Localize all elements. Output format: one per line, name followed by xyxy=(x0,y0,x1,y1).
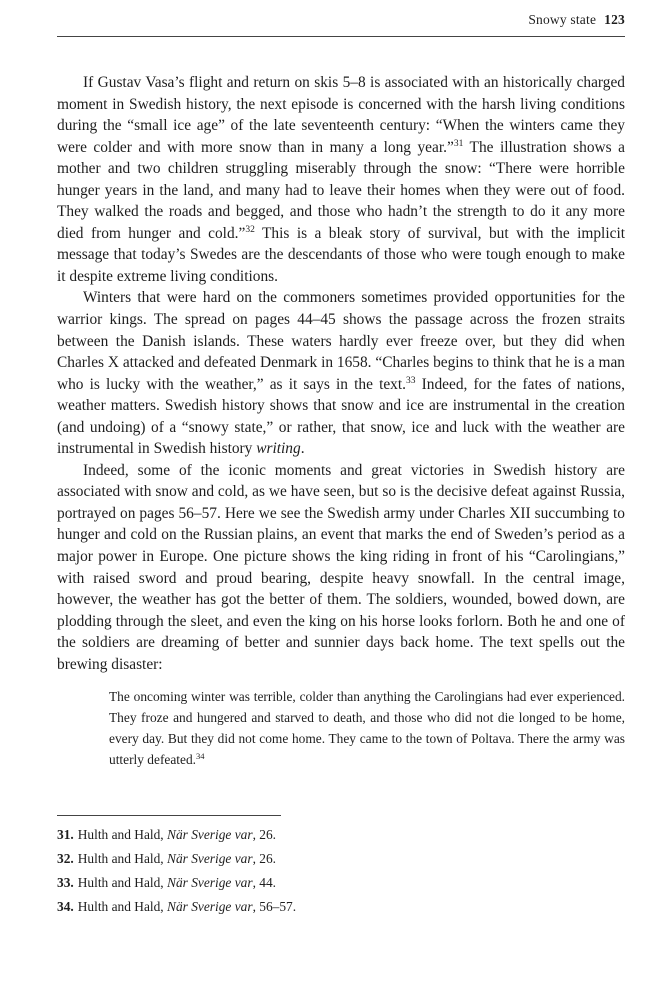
footnote-ref-32: 32 xyxy=(245,224,255,235)
footnote-title: När Sverige var xyxy=(167,851,253,866)
header-rule xyxy=(57,36,625,37)
footnote-pages: , 26. xyxy=(252,827,276,842)
footnote-authors: Hulth and Hald, xyxy=(77,827,168,842)
footnotes xyxy=(57,823,625,919)
footnote-title: När Sverige var xyxy=(167,875,253,890)
block-quote xyxy=(109,686,625,770)
paragraph-2-text-c: . xyxy=(300,440,305,458)
paragraph-3: Indeed, some of the iconic moments and great victories in Swedish history are associated with snow and cold, as we have seen, but so is the decisive defeat against Russia, portrayed on pages 56–57. Here we see the Swedish army under Charles XII succumbing to hunger and cold on the Russian plains, an event that marks the end of Sweden’s period as a major power in Europe. One picture shows the king riding in front of his “Carolingians,” with raised sword and proud bearing, despite heavy snowfall. In the central image, however, the weather has got the better of them. The soldiers, wounded, bowed down, are plodding through the sleet, and even the king on his horse looks forlorn. Both he and one of the soldiers are dreaming of better and sunnier days back home. The text spells out the brewing disaster: xyxy=(57,461,625,673)
footnote-number: 33. xyxy=(57,875,74,890)
running-head xyxy=(57,12,625,36)
paragraph-1-text-a: If Gustav Vasa’s flight and return on skis 5–8 is associated with an historically charged moment in Swedish history, the next episode is concerned with the harsh living conditions during the “small ice age” of the late seventeenth century: “When the winters came they were colder and with more snow than in many a long year.” xyxy=(57,74,625,156)
footnote-pages: , 26. xyxy=(252,851,276,866)
running-title: Snowy state xyxy=(528,12,597,27)
footnote-pages: , 56–57. xyxy=(252,899,297,914)
paragraph-2-text-b: Indeed, for the fates of nations, weather matters. Swedish history shows that snow and ice are instrumental in the creation (and undoing) of a “snowy state,” or rather, that snow, ice and luck with the weather are instrumental in Swedish history xyxy=(57,375,625,458)
footnote-34 xyxy=(57,895,625,919)
footnote-number: 34. xyxy=(57,899,74,914)
footnote-ref-33: 33 xyxy=(406,375,416,386)
footnote-33 xyxy=(57,871,625,895)
footnote-ref-34: 34 xyxy=(196,751,205,762)
footnote-number: 31. xyxy=(57,827,74,842)
paragraph-1 xyxy=(57,72,625,287)
footnote-ref-31: 31 xyxy=(453,138,464,149)
footnote-authors: Hulth and Hald, xyxy=(77,899,168,914)
block-quote-text: The oncoming winter was terrible, colder than anything the Carolingians had ever experienced. They froze and hungered and starved to death, and those who did not die longed to be home, every day. But they did not come home. They came to the town of Poltava. There the army was utterly defeated. xyxy=(109,689,625,768)
paragraph-2-text-a: Winters that were hard on the commoners sometimes provided opportunities for the warrior kings. The spread on pages 44–45 shows the passage across the frozen straits between the Danish islands. These waters hardly ever freeze over, but they did when Charles X attacked and defeated Denmark in 1658. “Charles begins to think that he is a man who is lucky with the weather,” as it says in the text. xyxy=(57,289,625,393)
page-number: 123 xyxy=(604,12,625,27)
footnote-title: När Sverige var xyxy=(167,899,253,914)
paragraph-1-text-c: This is a bleak story of survival, but with the implicit message that today’s Swedes are the descendants of those who were tough enough to make it despite extreme living conditions. xyxy=(57,224,625,285)
footnote-31 xyxy=(57,823,625,847)
paragraph-1-text-b: The illustration shows a mother and two children struggling miserably through the snow: “There were horrible hunger years in the land, and many had to leave their homes when they were out of food. They walked the roads and begged, and those who hadn’t the strength to do it any more died from hunger and cold.” xyxy=(57,138,625,242)
footnote-title: När Sverige var xyxy=(167,827,253,842)
footnote-authors: Hulth and Hald, xyxy=(77,851,168,866)
footnote-number: 32. xyxy=(57,851,74,866)
main-text xyxy=(57,72,625,770)
paragraph-2-emphasis: writing xyxy=(256,440,301,458)
footnote-rule xyxy=(57,815,281,816)
footnote-pages: , 44. xyxy=(252,875,276,890)
footnote-authors: Hulth and Hald, xyxy=(77,875,168,890)
paragraph-2 xyxy=(57,287,625,459)
footnote-32 xyxy=(57,847,625,871)
